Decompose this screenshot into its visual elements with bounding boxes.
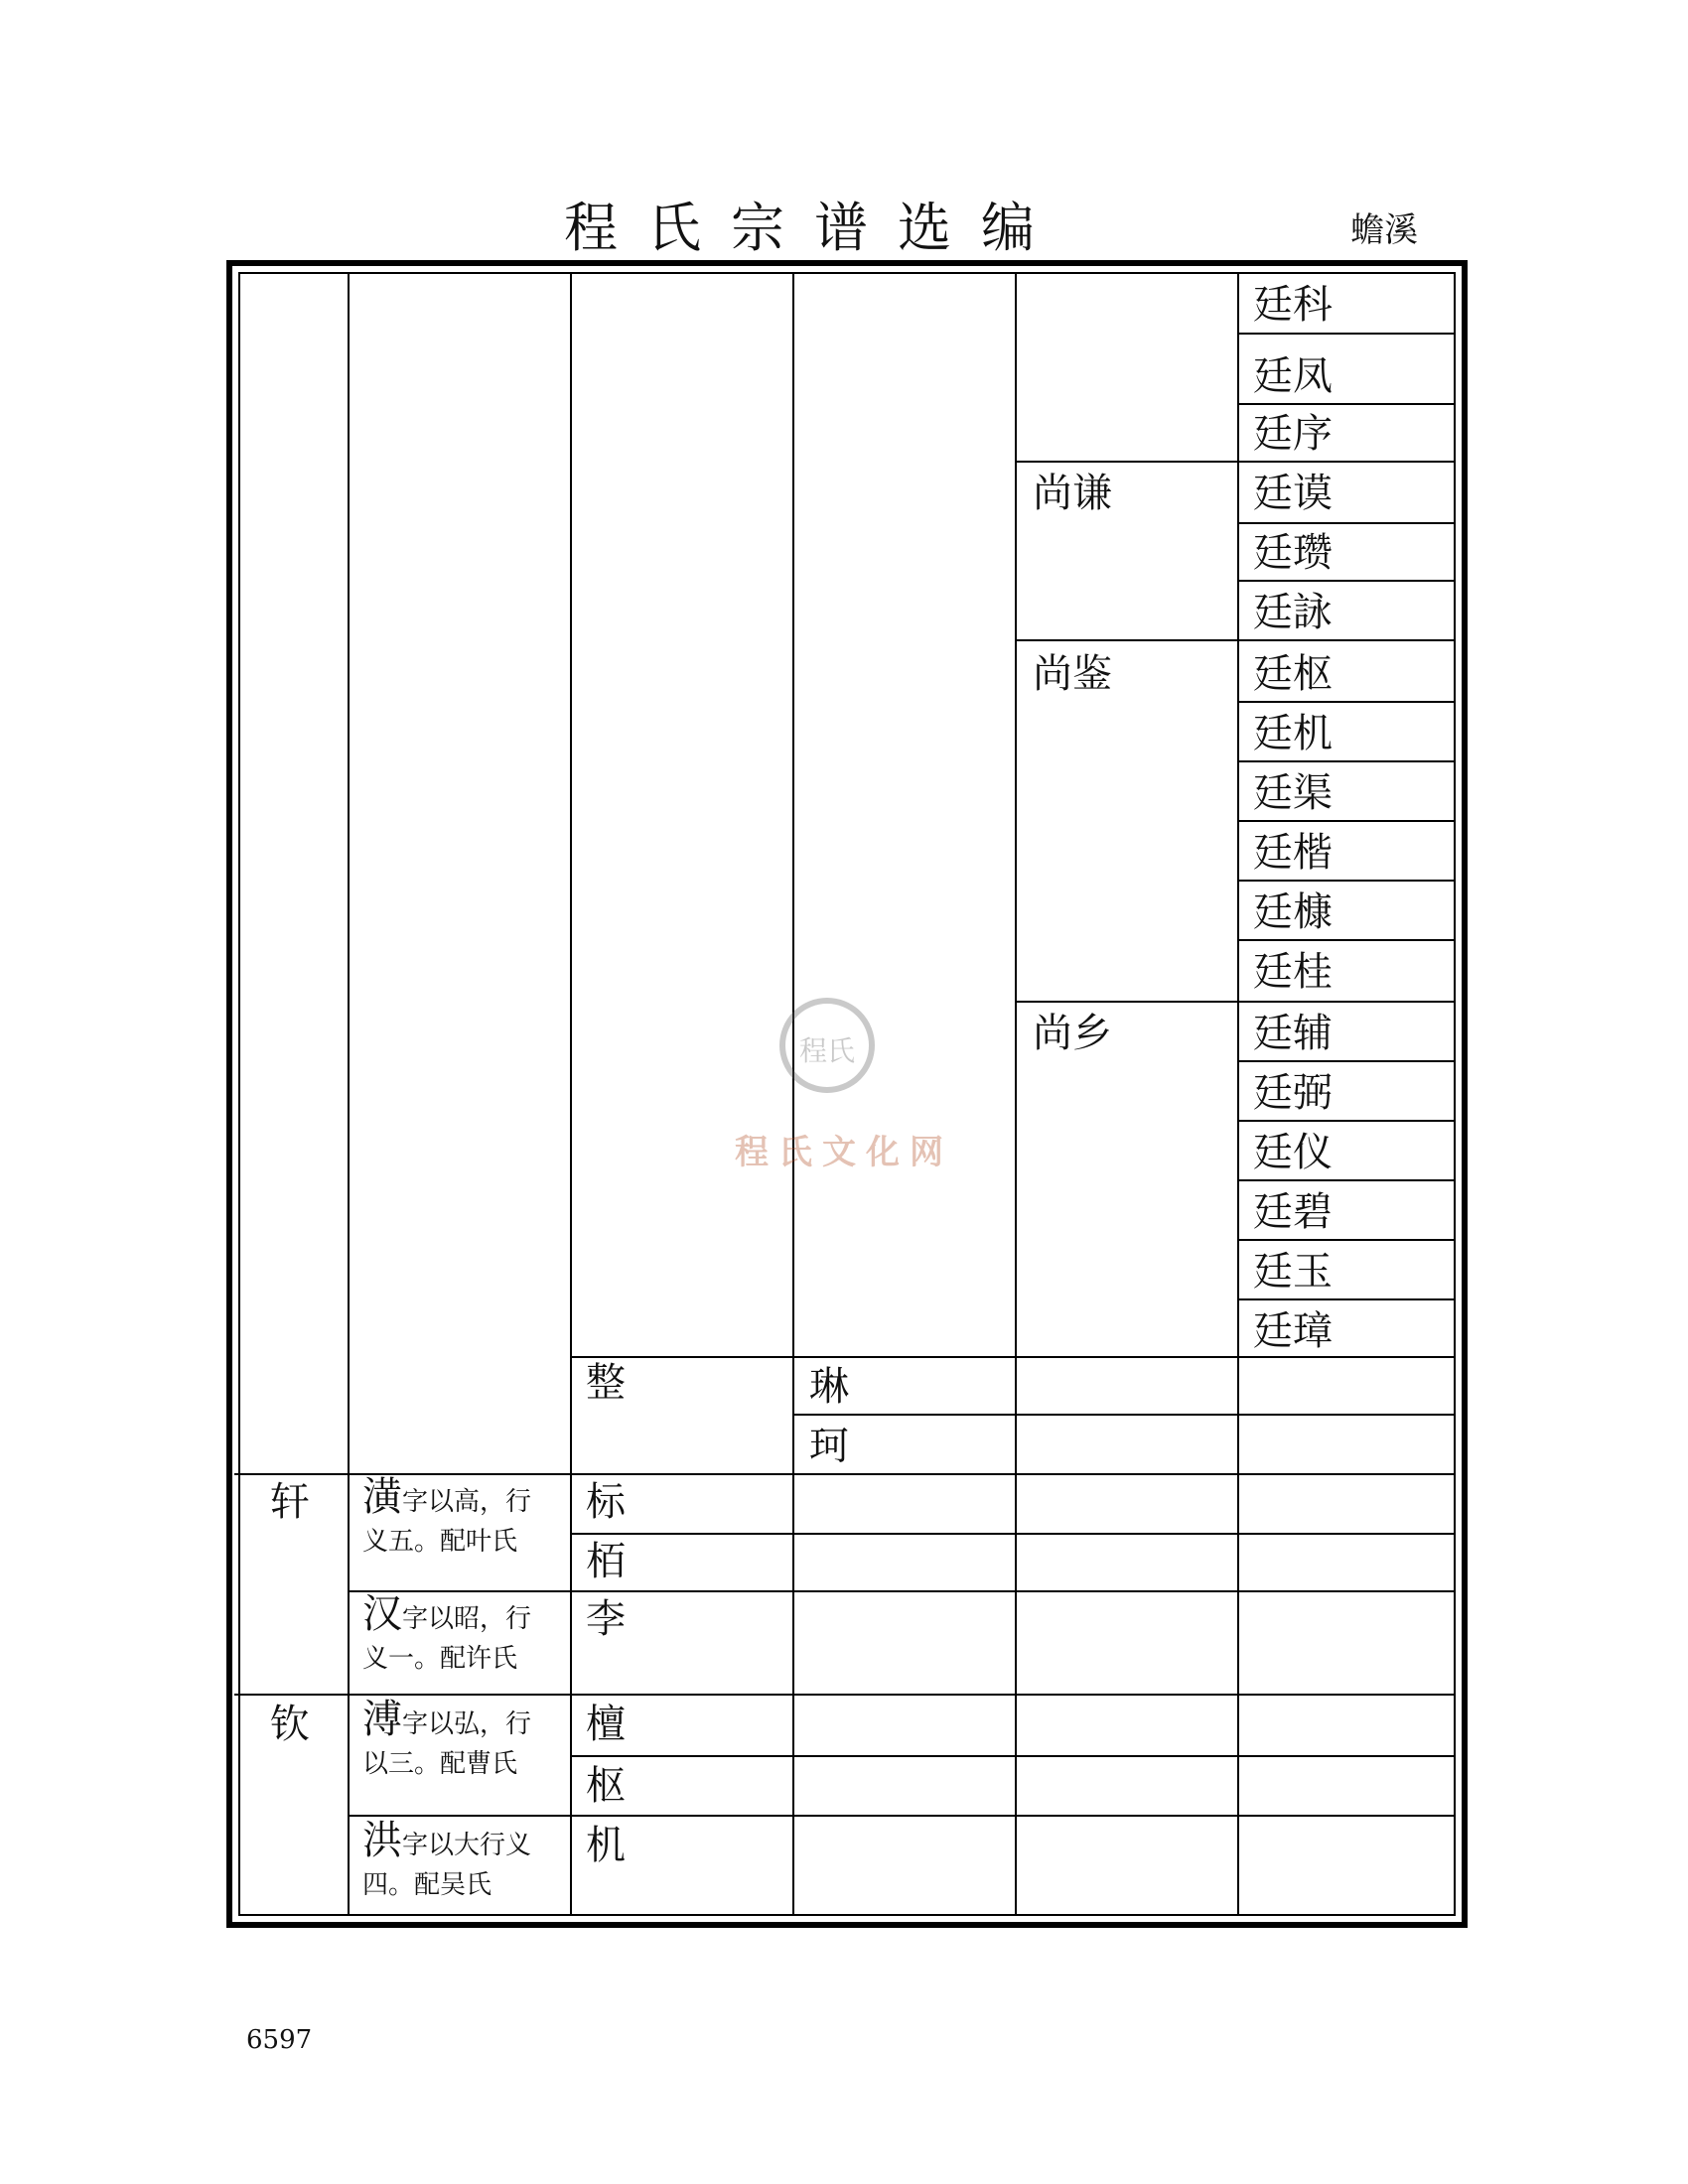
grid-hline <box>1015 639 1237 641</box>
col5-entry: 尚乡 <box>1033 1011 1112 1056</box>
col2-note: 字以高，行义五。配叶氏 <box>362 1487 532 1557</box>
col3-entry: 标 <box>586 1479 626 1525</box>
grid-hline <box>1237 639 1454 641</box>
col2-note: 字以弘，行以三。配曹氏 <box>362 1709 532 1779</box>
grid-hline <box>1237 461 1454 463</box>
col4-entry: 珂 <box>809 1424 849 1469</box>
grid-hline <box>1237 1060 1454 1062</box>
grid-vline <box>792 274 794 1914</box>
grid-hline <box>1015 461 1237 463</box>
col1-entry: 轩 <box>270 1479 310 1525</box>
col6-entry: 廷桂 <box>1253 949 1333 995</box>
grid-vline <box>1015 274 1017 1914</box>
grid-hline <box>1237 880 1454 882</box>
col2-name: 洪 <box>362 1818 402 1863</box>
grid-vline <box>1237 274 1239 1914</box>
grid-hline <box>1237 1179 1454 1181</box>
col6-entry: 廷詠 <box>1253 590 1333 635</box>
col6-entry: 廷科 <box>1253 282 1333 328</box>
col2-name: 汉 <box>362 1591 402 1637</box>
grid-vline <box>570 274 572 1914</box>
col3-entry: 整 <box>586 1360 626 1406</box>
col2-entry <box>362 1591 551 1679</box>
col5-entry: 尚谦 <box>1033 471 1112 516</box>
grid-hline <box>348 1815 1454 1817</box>
grid-hline <box>1237 403 1454 405</box>
col3-entry: 栢 <box>586 1539 626 1584</box>
col6-entry: 廷玉 <box>1253 1249 1333 1295</box>
col2-entry <box>362 1697 551 1784</box>
col6-entry: 廷枢 <box>1253 651 1333 697</box>
grid-hline <box>1015 1001 1237 1003</box>
grid-hline <box>1237 701 1454 703</box>
grid-hline <box>1237 1001 1454 1003</box>
col6-entry: 廷辅 <box>1253 1011 1333 1056</box>
col4-entry: 琳 <box>809 1364 849 1410</box>
col6-entry: 廷渠 <box>1253 770 1333 816</box>
watermark-text: 程氏文化网 <box>735 1133 953 1172</box>
grid-hline <box>1237 333 1454 335</box>
col6-entry: 廷碧 <box>1253 1189 1333 1235</box>
grid-hline <box>1237 580 1454 582</box>
col6-entry: 廷槺 <box>1253 889 1333 935</box>
col3-entry: 机 <box>586 1823 626 1868</box>
grid-hline <box>570 1533 1454 1535</box>
grid-hline <box>570 1356 1454 1358</box>
col6-entry: 廷弼 <box>1253 1070 1333 1116</box>
grid-hline <box>1237 760 1454 762</box>
col2-note: 字以大行义四。配吴氏 <box>362 1831 532 1900</box>
page-number: 6597 <box>246 2025 313 2055</box>
grid-hline <box>1237 1298 1454 1300</box>
col6-entry: 廷楷 <box>1253 830 1333 876</box>
col6-entry: 廷谟 <box>1253 471 1333 516</box>
col2-entry <box>362 1818 551 1905</box>
col3-entry: 檀 <box>586 1702 626 1747</box>
grid-hline <box>1237 939 1454 941</box>
grid-hline <box>1237 1120 1454 1122</box>
col1-entry: 钦 <box>270 1702 310 1747</box>
grid-hline <box>570 1755 1454 1757</box>
grid-hline <box>234 1694 1454 1696</box>
col6-entry: 廷璋 <box>1253 1308 1333 1354</box>
col6-entry: 廷序 <box>1253 411 1333 457</box>
col6-entry: 廷瓒 <box>1253 530 1333 576</box>
col6-entry: 廷凤 <box>1253 353 1333 399</box>
col2-name: 溥 <box>362 1697 402 1742</box>
grid-hline <box>792 1414 1454 1416</box>
page-title: 程氏宗谱选编 <box>564 197 1064 259</box>
grid-hline <box>1237 522 1454 524</box>
region-label: 蟾溪 <box>1350 210 1418 250</box>
col5-entry: 尚鉴 <box>1033 651 1112 697</box>
col3-entry: 枢 <box>586 1763 626 1809</box>
col2-entry <box>362 1474 551 1562</box>
grid-hline <box>348 1590 1454 1592</box>
col2-name: 潢 <box>362 1474 402 1520</box>
col3-entry: 李 <box>586 1596 626 1642</box>
col6-entry: 廷仪 <box>1253 1130 1333 1175</box>
watermark-seal-text: 程氏 <box>798 1034 855 1067</box>
col6-entry: 廷机 <box>1253 711 1333 756</box>
grid-hline <box>1237 820 1454 822</box>
grid-vline <box>348 274 350 1914</box>
grid-hline <box>1237 1239 1454 1241</box>
col2-note: 字以昭，行义一。配许氏 <box>362 1604 532 1674</box>
grid-hline <box>234 1473 1454 1475</box>
